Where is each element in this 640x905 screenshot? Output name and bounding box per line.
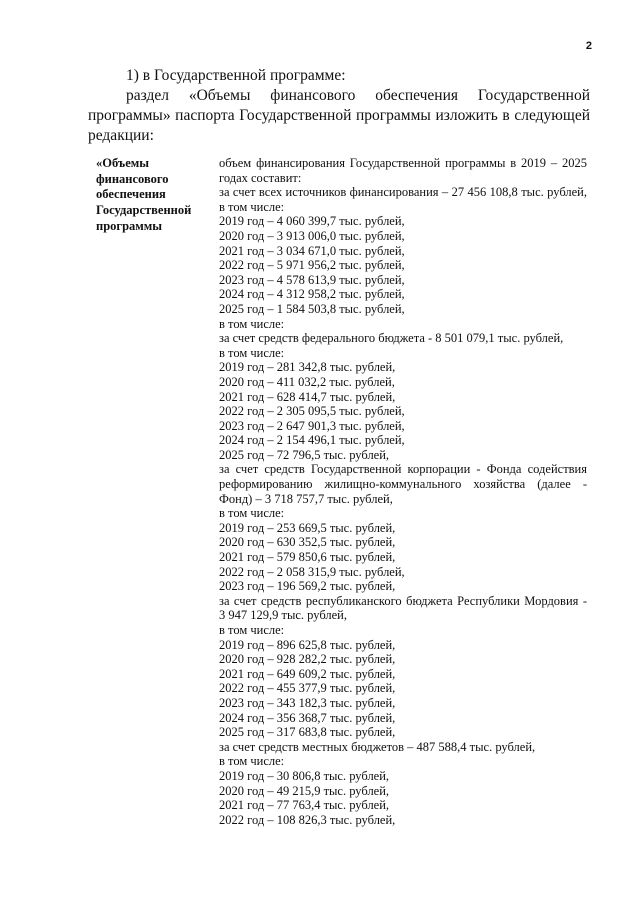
amendment-point: 1) в Государственной программе:	[126, 67, 346, 84]
year-line: 2024 год – 356 368,7 тыс. рублей,	[219, 710, 396, 725]
table-left-cell-label: «Объемы финансового обеспечения Государственной программы	[96, 156, 192, 233]
year-line: 2022 год – 2 058 315,9 тыс. рублей,	[219, 564, 405, 579]
year-line: 2024 год – 2 154 496,1 тыс. рублей,	[219, 433, 405, 448]
year-line: 2021 год – 579 850,6 тыс. рублей,	[219, 550, 396, 565]
amendment-section-text: раздел «Объемы финансового обеспечения Государственной программы» паспорта Государственной программы изложить в следующей редакции:	[88, 87, 590, 144]
intro-block	[88, 66, 590, 146]
in-that-number-label: в том числе:	[219, 623, 285, 637]
year-line: 2020 год – 630 352,5 тыс. рублей,	[219, 535, 396, 550]
year-line: 2019 год – 281 342,8 тыс. рублей,	[219, 360, 396, 375]
fund-text: за счет средств Государственной корпорации - Фонда содействия реформированию жилищно-коммунального хозяйства (далее - Фонд) – 3 718 757,7 тыс. рублей,	[219, 462, 587, 506]
total-intro-text: объем финансирования Государственной программы в 2019 – 2025 годах составит:	[219, 156, 587, 185]
year-line: 2022 год – 2 305 095,5 тыс. рублей,	[219, 404, 405, 419]
year-line: 2019 год – 30 806,8 тыс. рублей,	[219, 768, 390, 783]
all-sources-text: за счет всех источников финансирования – 27 456 108,8 тыс. рублей, в том числе:	[219, 185, 587, 214]
year-line: 2020 год – 928 282,2 тыс. рублей,	[219, 652, 396, 667]
in-that-number-label: в том числе:	[219, 316, 285, 331]
year-line: 2023 год – 2 647 901,3 тыс. рублей,	[219, 418, 405, 433]
year-line: 2019 год – 253 669,5 тыс. рублей,	[219, 520, 396, 535]
year-line: 2021 год – 628 414,7 тыс. рублей,	[219, 389, 396, 404]
year-line: 2023 год – 4 578 613,9 тыс. рублей,	[219, 272, 405, 287]
year-line: 2025 год – 72 796,5 тыс. рублей,	[219, 447, 390, 462]
year-line: 2023 год – 196 569,2 тыс. рублей,	[219, 579, 396, 594]
year-line: 2024 год – 4 312 958,2 тыс. рублей,	[219, 287, 405, 302]
year-line: 2022 год – 455 377,9 тыс. рублей,	[219, 681, 396, 696]
year-line: 2021 год – 649 609,2 тыс. рублей,	[219, 666, 396, 681]
year-line: 2021 год – 77 763,4 тыс. рублей,	[219, 798, 390, 813]
in-that-number-label: в том числе:	[219, 754, 285, 769]
table-right-cell	[219, 156, 587, 827]
in-that-number-label: в том числе:	[219, 345, 285, 360]
republic-budget-text: за счет средств республиканского бюджета Республики Мордовия - 3 947 129,9 тыс. рублей,	[219, 593, 587, 623]
year-line: 2023 год – 343 182,3 тыс. рублей,	[219, 695, 396, 710]
year-line: 2020 год – 49 215,9 тыс. рублей,	[219, 783, 390, 798]
year-line: 2020 год – 3 913 006,0 тыс. рублей,	[219, 228, 405, 243]
year-line: 2025 год – 1 584 503,8 тыс. рублей,	[219, 301, 405, 316]
year-line: 2021 год – 3 034 671,0 тыс. рублей,	[219, 243, 405, 258]
year-line: 2022 год – 108 826,3 тыс. рублей,	[219, 812, 396, 827]
local-budget-text: за счет средств местных бюджетов – 487 588,4 тыс. рублей,	[219, 739, 536, 754]
year-line: 2019 год – 4 060 399,7 тыс. рублей,	[219, 214, 405, 229]
year-line: 2025 год – 317 683,8 тыс. рублей,	[219, 725, 396, 740]
in-that-number-label: в том числе:	[219, 506, 285, 521]
year-line: 2022 год – 5 971 956,2 тыс. рублей,	[219, 258, 405, 273]
federal-budget-text: за счет средств федерального бюджета - 8 501 079,1 тыс. рублей,	[219, 331, 564, 346]
page-number: 2	[585, 40, 592, 52]
year-line: 2020 год – 411 032,2 тыс. рублей,	[219, 374, 395, 389]
year-line: 2019 год – 896 625,8 тыс. рублей,	[219, 637, 396, 652]
